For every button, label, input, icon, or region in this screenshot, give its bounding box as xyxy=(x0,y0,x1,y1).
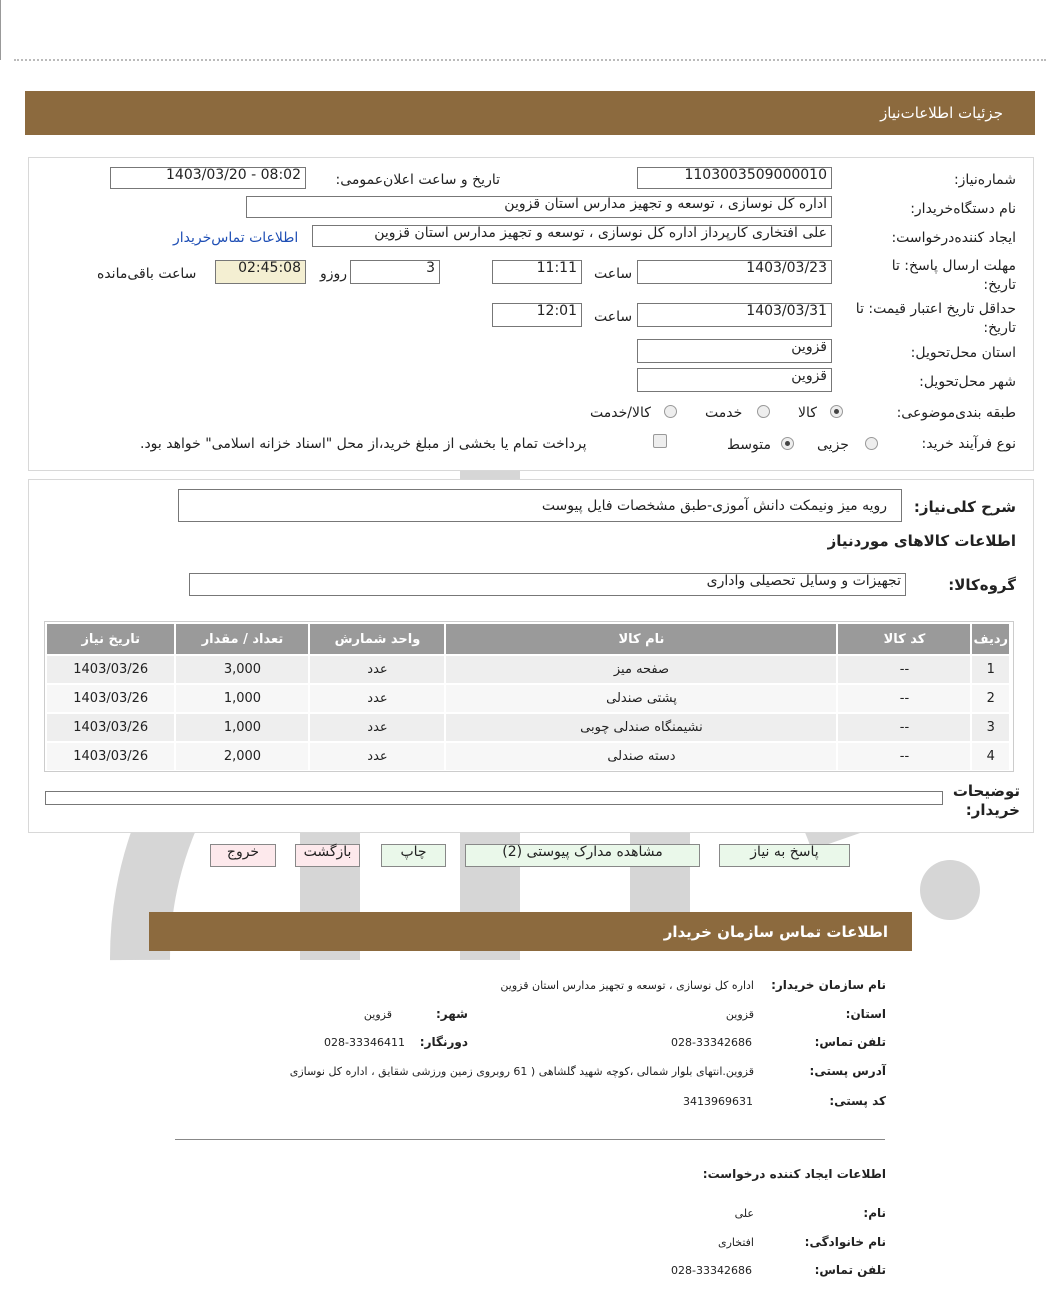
contact-city-value: قزوین xyxy=(363,1008,392,1021)
creator-phone-label: تلفن تماس: xyxy=(814,1263,886,1277)
cell-code: -- xyxy=(838,656,970,683)
validity-label: حداقل تاریخ اعتبار قیمت: تا تاریخ: xyxy=(855,301,1016,336)
view-attachments-button[interactable]: مشاهده مدارک پیوستی (2) xyxy=(465,844,700,867)
cell-name: پشتی صندلی xyxy=(446,685,836,712)
cell-name: نشیمنگاه صندلی چوبی xyxy=(446,714,836,741)
cell-unit: عدد xyxy=(310,656,444,683)
creator-label: ایجاد کننده‌درخواست: xyxy=(891,230,1016,246)
col-unit: واحد شمارش xyxy=(310,624,444,654)
table-row xyxy=(47,656,1009,683)
creator-name-label: نام: xyxy=(863,1206,886,1220)
cell-code: -- xyxy=(838,685,970,712)
buyer-contact-link[interactable]: اطلاعات تماس‌خریدار xyxy=(173,230,299,246)
cell-row: 2 xyxy=(972,685,1009,712)
cell-name: دسته صندلی xyxy=(446,743,836,770)
page-title: جزئیات اطلاعات‌نیاز xyxy=(880,104,1003,122)
province-field: قزوین xyxy=(637,339,832,363)
days-label: روزو xyxy=(320,266,348,282)
contact-address-value: قزوین.انتهای بلوار شمالی ،کوچه شهید گلشاهی ( 61 روبروی زمین ورزشی شقایق ، اداره کل نوسازی xyxy=(289,1065,754,1078)
treasury-payment-checkbox[interactable] xyxy=(653,434,667,448)
cell-date: 1403/03/26 xyxy=(47,714,174,741)
cell-row: 3 xyxy=(972,714,1009,741)
contact-city-label: شهر: xyxy=(436,1007,468,1021)
creator-phone-value: 028-33342686 xyxy=(671,1264,752,1277)
need-number-field: 1103003509000010 xyxy=(637,167,832,189)
days-field: 3 xyxy=(350,260,440,284)
summary-field: رویه میز ونیمکت دانش آموزی-طبق مشخصات فایل پیوست xyxy=(178,489,902,522)
province-label: استان محل‌تحویل: xyxy=(910,345,1016,361)
contact-fax-label: دورنگار: xyxy=(419,1035,468,1049)
cell-name: صفحه میز xyxy=(446,656,836,683)
creator-field: علی افتخاری کارپرداز اداره کل نوسازی ، توسعه و تجهیز مدارس استان قزوین xyxy=(312,225,832,247)
process-label: نوع فرآیند خرید: xyxy=(921,436,1016,452)
cell-date: 1403/03/26 xyxy=(47,656,174,683)
contact-header xyxy=(149,912,912,951)
cell-qty: 2,000 xyxy=(176,743,308,770)
summary-label: شرح کلی‌نیاز: xyxy=(913,498,1016,516)
validity-time-label: ساعت xyxy=(594,309,633,325)
remaining-label: ساعت باقی‌مانده xyxy=(97,266,197,282)
process-option-medium: متوسط xyxy=(727,437,771,453)
table-row xyxy=(47,714,1009,741)
col-code: کد کالا xyxy=(838,624,970,654)
announce-field: 1403/03/20 - 08:02 xyxy=(110,167,306,189)
details-header xyxy=(25,91,1035,135)
col-date: تاریخ نیاز xyxy=(47,624,174,654)
cell-unit: عدد xyxy=(310,685,444,712)
cell-unit: عدد xyxy=(310,743,444,770)
contact-phone-value: 028-33342686 xyxy=(671,1036,752,1049)
exit-button[interactable]: خروج xyxy=(210,844,276,867)
col-name: نام کالا xyxy=(446,624,836,654)
table-row xyxy=(47,743,1009,770)
deadline-date-field: 1403/03/23 xyxy=(637,260,832,284)
buyer-notes-label: توضیحات خریدار: xyxy=(952,782,1020,819)
contact-phone-label: تلفن تماس: xyxy=(814,1035,886,1049)
category-label: طبقه بندی‌موضوعی: xyxy=(896,405,1016,421)
buyer-org-field: اداره کل نوسازی ، توسعه و تجهیز مدارس استان قزوین xyxy=(246,196,832,218)
print-button[interactable]: چاپ xyxy=(381,844,446,867)
process-option-minor: جزیی xyxy=(817,437,849,453)
category-option-service: خدمت xyxy=(705,405,743,421)
need-number-label: شماره‌نیاز: xyxy=(953,172,1016,188)
cell-qty: 1,000 xyxy=(176,685,308,712)
table-row xyxy=(47,685,1009,712)
buyer-org-label: نام دستگاه‌خریدار: xyxy=(910,201,1016,217)
contact-postal-label: کد پستی: xyxy=(829,1094,886,1108)
cell-date: 1403/03/26 xyxy=(47,685,174,712)
category-radio-goods[interactable] xyxy=(830,405,843,418)
validity-time-field: 12:01 xyxy=(492,303,582,327)
cell-code: -- xyxy=(838,714,970,741)
goods-table-frame xyxy=(44,621,1014,772)
contact-fax-value: 028-33346411 xyxy=(324,1036,405,1049)
cell-qty: 1,000 xyxy=(176,714,308,741)
goods-table xyxy=(45,622,1011,772)
cell-row: 4 xyxy=(972,743,1009,770)
cell-code: -- xyxy=(838,743,970,770)
validity-date-field: 1403/03/31 xyxy=(637,303,832,327)
goods-section-title: اطلاعات کالاهای موردنیاز xyxy=(827,532,1016,550)
category-option-both: کالا/خدمت xyxy=(590,405,651,421)
creator-section-title: اطلاعات ایجاد کننده درخواست: xyxy=(702,1167,886,1181)
cell-row: 1 xyxy=(972,656,1009,683)
window-edge xyxy=(0,0,1,60)
category-radio-both[interactable] xyxy=(664,405,677,418)
respond-button[interactable]: پاسخ به نیاز xyxy=(719,844,850,867)
city-field: قزوین xyxy=(637,368,832,392)
group-label: گروه‌کالا: xyxy=(948,576,1016,594)
treasury-payment-note: پرداخت تمام یا بخشی از مبلغ خرید،از محل "اسناد خزانه اسلامی" خواهد بود. xyxy=(140,436,587,452)
contact-org-label: نام سازمان خریدار: xyxy=(771,978,886,992)
col-qty: تعداد / مقدار xyxy=(176,624,308,654)
deadline-time-field: 11:11 xyxy=(492,260,582,284)
creator-family-value: افتخاری xyxy=(717,1236,754,1249)
category-option-goods: کالا xyxy=(798,405,817,421)
category-radio-service[interactable] xyxy=(757,405,770,418)
buyer-notes-field xyxy=(45,791,943,805)
contact-org-value: اداره کل نوسازی ، توسعه و تجهیز مدارس استان قزوین xyxy=(500,979,754,992)
cell-date: 1403/03/26 xyxy=(47,743,174,770)
cell-unit: عدد xyxy=(310,714,444,741)
contact-province-value: قزوین xyxy=(725,1008,754,1021)
back-button[interactable]: بازگشت xyxy=(295,844,360,867)
contact-divider xyxy=(175,1139,885,1140)
top-divider xyxy=(14,59,1046,61)
contact-address-label: آدرس پستی: xyxy=(809,1064,886,1078)
creator-name-value: علی xyxy=(734,1207,754,1220)
contact-province-label: استان: xyxy=(845,1007,886,1021)
contact-postal-value: 3413969631 xyxy=(683,1095,753,1108)
deadline-time-label: ساعت xyxy=(594,266,633,282)
process-radio-minor[interactable] xyxy=(865,437,878,450)
city-label: شهر محل‌تحویل: xyxy=(919,374,1016,390)
deadline-label: مهلت ارسال پاسخ: تا تاریخ: xyxy=(891,258,1016,293)
creator-family-label: نام خانوادگی: xyxy=(804,1235,886,1249)
group-field: تجهیزات و وسایل تحصیلی واداری xyxy=(189,573,906,596)
col-row: ردیف xyxy=(972,624,1009,654)
process-radio-medium[interactable] xyxy=(781,437,794,450)
contact-title: اطلاعات تماس سازمان خریدار xyxy=(663,923,888,941)
remaining-time-field: 02:45:08 xyxy=(215,260,306,284)
announce-label: تاریخ و ساعت اعلان‌عمومی: xyxy=(335,172,500,188)
cell-qty: 3,000 xyxy=(176,656,308,683)
